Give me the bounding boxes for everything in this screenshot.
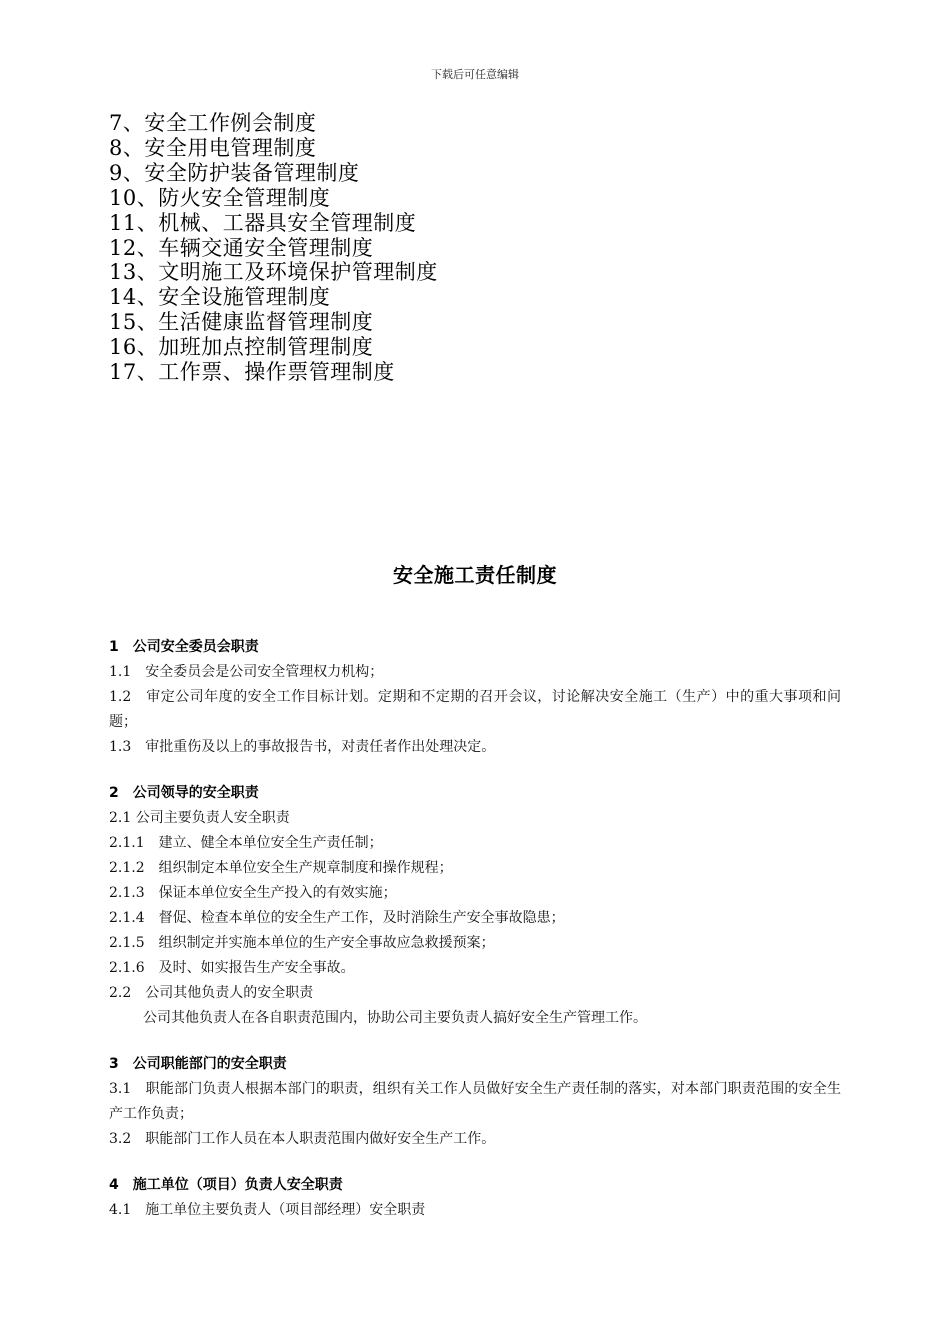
section-heading: 2 公司领导的安全职责 — [109, 785, 259, 801]
section-construction-unit — [109, 1173, 841, 1223]
clause: 2.1.5 组织制定并实施本单位的生产安全事故应急救援预案； — [109, 935, 495, 951]
clause: 3.2 职能部门工作人员在本人职责范围内做好安全生产工作。 — [109, 1131, 496, 1147]
clause: 1.2 审定公司年度的安全工作目标计划。定期和不定期的召开会议，讨论解决安全施工（生产）中的重大事项和问题； — [109, 689, 841, 730]
toc-item: 13、文明施工及环境保护管理制度 — [109, 260, 438, 285]
section-leadership — [109, 781, 841, 1031]
section-heading: 1 公司安全委员会职责 — [109, 639, 259, 655]
document-title: 安全施工责任制度 — [393, 563, 557, 587]
document-body — [109, 635, 841, 1244]
toc-list — [109, 111, 438, 385]
clause: 2.1.1 建立、健全本单位安全生产责任制； — [109, 835, 383, 851]
toc-item: 14、安全设施管理制度 — [109, 285, 331, 310]
clause: 2.1.6 及时、如实报告生产安全事故。 — [109, 960, 355, 976]
toc-item: 9、安全防护装备管理制度 — [109, 160, 360, 185]
toc-item: 17、工作票、操作票管理制度 — [109, 360, 395, 385]
clause: 2.1.4 督促、检查本单位的安全生产工作，及时消除生产安全事故隐患； — [109, 910, 565, 926]
clause: 3.1 职能部门负责人根据本部门的职责，组织有关工作人员做好安全生产责任制的落实，对本部门职责范围的安全生产工作负责； — [109, 1081, 841, 1122]
clause: 1.3 审批重伤及以上的事故报告书，对责任者作出处理决定。 — [109, 739, 496, 755]
clause: 2.1.3 保证本单位安全生产投入的有效实施； — [109, 885, 397, 901]
page-header: 下载后可任意编辑 — [431, 68, 519, 81]
section-heading: 3 公司职能部门的安全职责 — [109, 1056, 287, 1072]
clause: 公司其他负责人在各自职责范围内，协助公司主要负责人搞好安全生产管理工作。 — [143, 1010, 647, 1026]
toc-item: 7、安全工作例会制度 — [109, 111, 317, 135]
toc-item: 8、安全用电管理制度 — [109, 135, 317, 160]
clause: 2.1 公司主要负责人安全职责 — [109, 810, 290, 826]
clause: 2.2 公司其他负责人的安全职责 — [109, 985, 314, 1001]
clause: 4.1 施工单位主要负责人（项目部经理）安全职责 — [109, 1202, 426, 1218]
toc-item: 15、生活健康监督管理制度 — [109, 310, 374, 335]
toc-item: 11、机械、工器具安全管理制度 — [109, 210, 417, 235]
section-heading: 4 施工单位（项目）负责人安全职责 — [109, 1177, 343, 1193]
toc-item: 10、防火安全管理制度 — [109, 185, 331, 210]
clause: 2.1.2 组织制定本单位安全生产规章制度和操作规程； — [109, 860, 453, 876]
section-committee — [109, 635, 841, 760]
section-departments — [109, 1052, 841, 1152]
toc-item: 16、加班加点控制管理制度 — [109, 335, 374, 360]
clause: 1.1 安全委员会是公司安全管理权力机构； — [109, 664, 384, 680]
toc-item: 12、车辆交通安全管理制度 — [109, 235, 374, 260]
